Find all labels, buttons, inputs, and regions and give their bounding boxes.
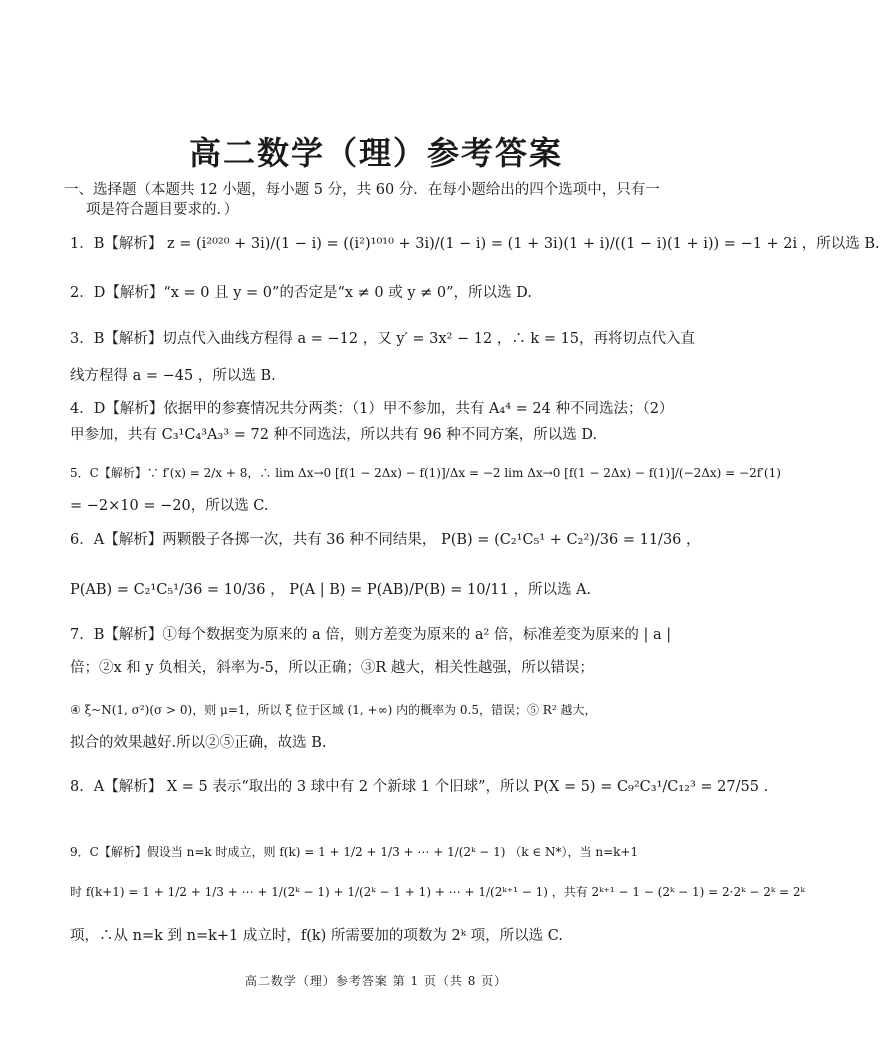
answer-6-line-2: P(AB) = C₂¹C₅¹/36 = 10/36 ， P(A | B) = P(AB)/P(B) = 10/11 ，所以选 A. — [70, 582, 592, 598]
answer-1: 1．B【解析】 z = (i²⁰²⁰ + 3i)/(1 − i) = ((i²)¹⁰¹⁰ + 3i)/(1 − i) = (1 + 3i)(1 + i)/((1 − i)(1 + i)) = −1 + 2i ，所以选 B. — [70, 236, 880, 252]
answer-4-line-2: 甲参加，共有 C₃¹C₄³A₃³ = 72 种不同选法，所以共有 96 种不同方案，所以选 D. — [70, 427, 598, 443]
answer-3-line-2: 线方程得 a = −45 ，所以选 B. — [70, 368, 276, 384]
page-footer: 高二数学（理）参考答案 第 1 页（共 8 页） — [244, 974, 508, 988]
answer-9-line-3: 项，∴从 n=k 到 n=k+1 成立时，f(k) 所需要加的项数为 2ᵏ 项，所以选 C. — [70, 928, 563, 944]
answer-9-line-2: 时 f(k+1) = 1 + 1/2 + 1/3 + ⋯ + 1/(2ᵏ − 1) + 1/(2ᵏ − 1 + 1) + ⋯ + 1/(2ᵏ⁺¹ − 1) ，共有 2ᵏ⁺¹ − 1 − (2ᵏ − 1) = 2·2ᵏ − 2ᵏ = 2ᵏ — [70, 885, 805, 899]
answer-7-line-4: 拟合的效果越好.所以②⑤正确，故选 B. — [70, 735, 327, 751]
answer-6-line-1: 6．A【解析】两颗骰子各掷一次，共有 36 种不同结果， P(B) = (C₂¹C₅¹ + C₂²)/36 = 11/36 ， — [70, 532, 701, 548]
answer-5-line-2: = −2×10 = −20，所以选 C. — [70, 498, 269, 514]
answer-7-line-2: 倍；②x 和 y 负相关，斜率为-5，所以正确；③R 越大，相关性越强，所以错误； — [70, 660, 594, 676]
answer-9-line-1: 9．C【解析】假设当 n=k 时成立，则 f(k) = 1 + 1/2 + 1/3 + ⋯ + 1/(2ᵏ − 1) （k ∈ N*），当 n=k+1 — [70, 845, 639, 859]
answer-4-line-1: 4．D【解析】依据甲的参赛情况共分两类：（1）甲不参加，共有 A₄⁴ = 24 种不同选法；（2） — [70, 401, 674, 417]
answer-7-line-1: 7．B【解析】①每个数据变为原来的 a 倍，则方差变为原来的 a² 倍，标准差变为原来的 | a | — [70, 627, 672, 643]
answer-2: 2．D【解析】“x = 0 且 y = 0”的否定是“x ≠ 0 或 y ≠ 0”，所以选 D. — [70, 285, 532, 301]
page-title: 高二数学（理）参考答案 — [188, 134, 563, 172]
answer-3-line-1: 3．B【解析】切点代入曲线方程得 a = −12 ，又 y′ = 3x² − 12 ，∴ k = 15，再将切点代入直 — [70, 331, 696, 347]
answer-7-line-3: ④ ξ~N(1, σ²)(σ > 0)，则 μ=1，所以 ξ 位于区域 (1, +∞) 内的概率为 0.5，错误；⑤ R² 越大， — [70, 703, 597, 717]
answer-5-line-1: 5．C【解析】∵ f′(x) = 2/x + 8，∴ lim Δx→0 [f(1 − 2Δx) − f(1)]/Δx = −2 lim Δx→0 [f(1 − 2Δx) − f(1)]/(−2Δx) = −2f′(1) — [70, 466, 781, 480]
answer-8: 8．A【解析】 X = 5 表示“取出的 3 球中有 2 个新球 1 个旧球”，所以 P(X = 5) = C₉²C₃¹/C₁₂³ = 27/55 . — [70, 779, 769, 795]
section-heading: 一、选择题（本题共 12 小题，每小题 5 分，共 60 分．在每小题给出的四个选项中，只有一 — [64, 182, 660, 198]
section-heading-cont: 项是符合题目要求的．） — [86, 202, 239, 218]
